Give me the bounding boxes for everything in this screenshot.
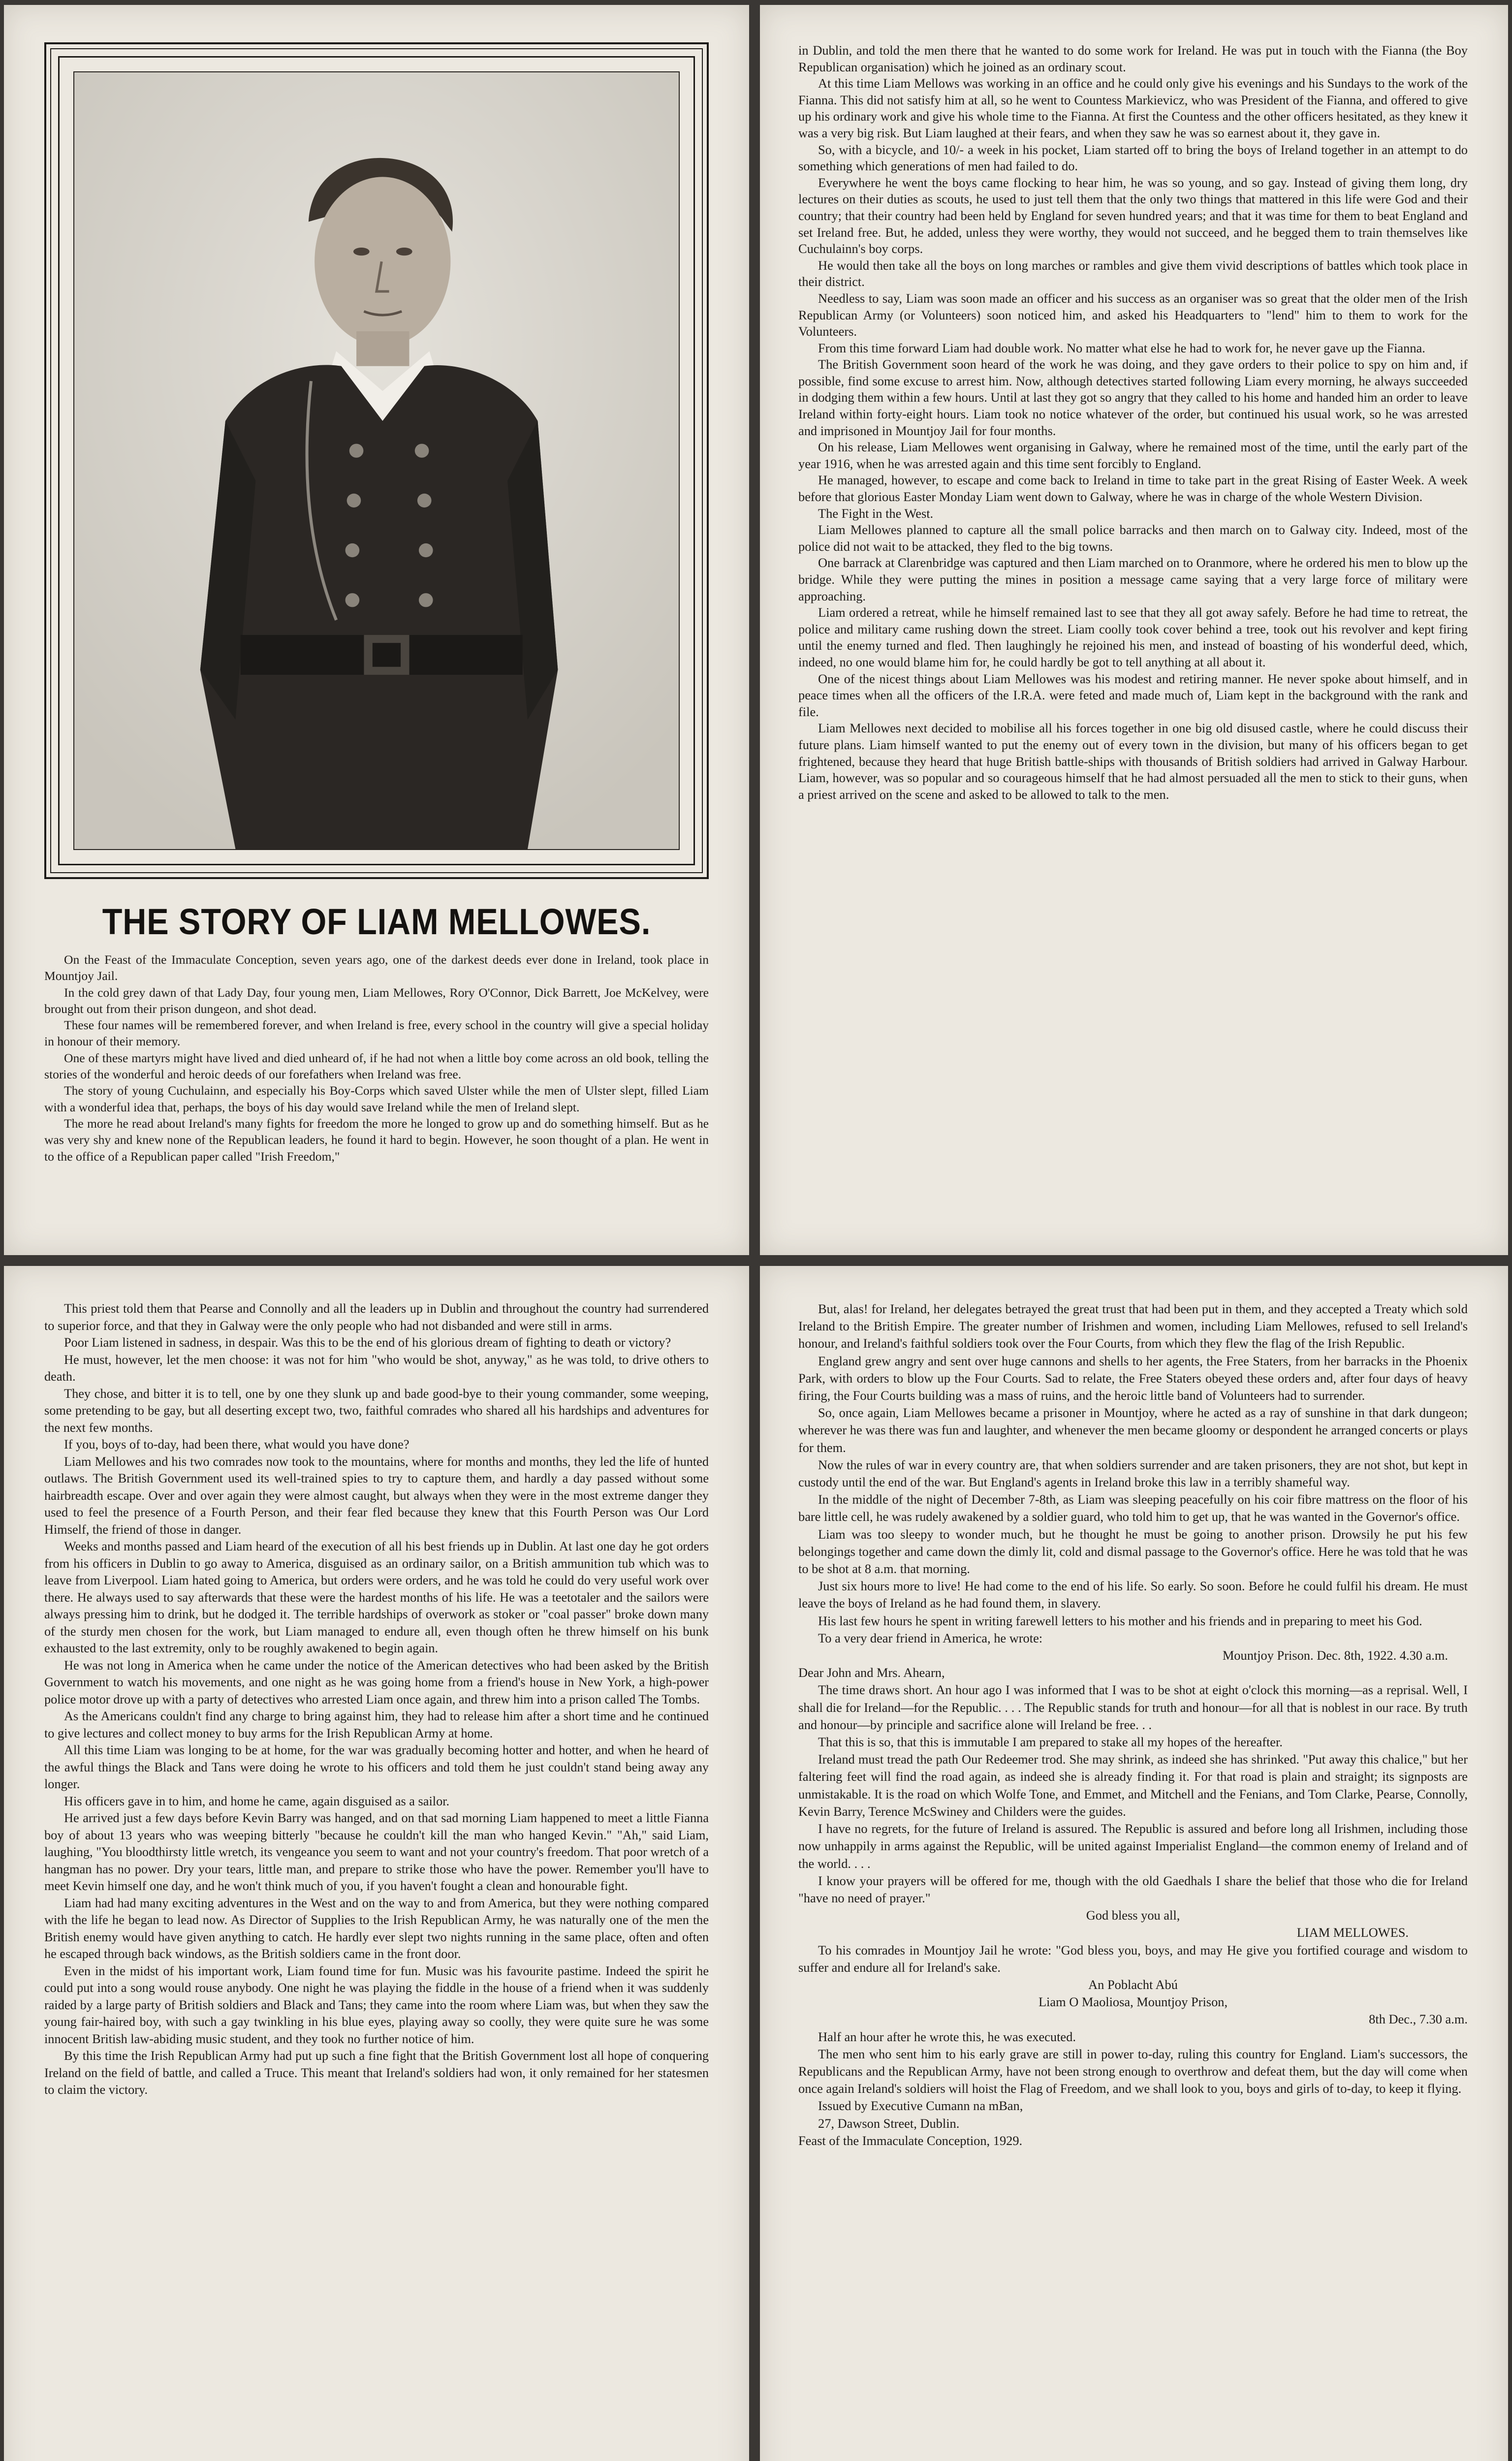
paragraph: From this time forward Liam had double work. No matter what else he had to work for, he never gave up the Fianna. <box>818 340 1425 355</box>
paragraph: He must, however, let the men choose: it was not for him "who would be shot, anyway," as he was told, to drive others to death. <box>44 1352 709 1384</box>
irish-closing: An Poblacht Abú <box>1088 1977 1178 1992</box>
paragraph: As the Americans couldn't find any charge to bring against him, they had to release him after a short time and he continued to give lectures and collect money to buy arms for the Irish Republican Army at home. <box>44 1709 709 1740</box>
paragraph: They chose, and bitter it is to tell, one by one they slunk up and bade good-bye to their young commander, some weeping, some pretending to be gay, but all deserting except two, two, faithful comrades who shared all his hardships and adventures for the next few months. <box>44 1386 709 1435</box>
paragraph: If you, boys of to-day, had been there, what would you have done? <box>64 1437 410 1451</box>
portrait-frame <box>44 42 709 879</box>
paragraph: Poor Liam listened in sadness, in despair. Was this to be the end of his glorious dream of fighting to death or victory? <box>64 1335 671 1350</box>
irish-signature: Liam O Maoliosa, Mountjoy Prison, <box>1038 1994 1228 2010</box>
section-heading: The Fight in the West. <box>818 505 934 521</box>
paragraph: Liam Mellowes and his two comrades now took to the mountains, where for months and months, they led the life of hunted outlaws. The British Government used its well-trained spies to try to capture them, and hardly a day passed without some hairbreadth escape. Over and over again they were almost caught, but always when they were in the most extreme danger they used to feel the presence of a Fourth Person, and their fear fled because they knew that this Fourth Person was Our Lord Himself, the friend of those in danger. <box>44 1454 709 1537</box>
paragraph: Needless to say, Liam was soon made an officer and his success as an organiser was so great that the older men of the Irish Republican Army (or Volunteers) soon noticed him, and asked his Headquarters to "lend" him to them to work for the Volunteers. <box>798 290 1468 339</box>
paragraph: The more he read about Ireland's many fights for freedom the more he longed to grow up and do something himself. But as he was very shy and knew none of the Republican leaders, he found it hard to begin. However, he soon thought of a plan. He went in to the office of a Republican paper called "Irish Freedom," <box>44 1116 709 1164</box>
paragraph: Just six hours more to live! He had come to the end of his life. So early. So soon. Before he could fulfil his dream. He must leave the boys of Ireland as he had found them, in slavery. <box>798 1578 1468 1611</box>
paragraph: The men who sent him to his early grave are still in power to-day, ruling this country for England. Liam's successors, the Republicans and the Republican Army, have not been strong enough to overthrow and defeat them, but the day will come when once again Ireland's soldiers will hoist the Flag of Freedom, and we shall look to you, boys and girls of to-day, to keep it flying. <box>798 2046 1468 2096</box>
paragraph: Half an hour after he wrote this, he was executed. <box>818 2029 1076 2044</box>
paragraph: But, alas! for Ireland, her delegates betrayed the great trust that had been put in them, and they accepted a Treaty which sold Ireland to the British Empire. The greater number of Irishmen and women, including Liam Mellowes, refused to sell Ireland's honour, and Ireland's faithful soldiers took over the Four Courts, from which they flew the flag of the Irish Republic. <box>798 1301 1468 1351</box>
paragraph: Liam had had many exciting adventures in the West and on the way to and from America, but they were nothing compared with the life he began to lead now. As Director of Supplies to the Irish Republican Army, he was naturally one of the men the British enemy would have given anything to catch. He hardly ever slept two nights running in the same place, often and often he escaped through back windows, as the British soldiers came in the front door. <box>44 1895 709 1961</box>
letter-heading: Mountjoy Prison. Dec. 8th, 1922. 4.30 a.m. <box>1222 1648 1448 1663</box>
paragraph: These four names will be remembered forever, and when Ireland is free, every school in the country will give a special holiday in honour of their memory. <box>44 1018 709 1049</box>
portrait-illustration <box>74 72 679 849</box>
paragraph: On the Feast of the Immaculate Conception, seven years ago, one of the darkest deeds ever done in Ireland, took place in Mountjoy Jail. <box>44 952 709 983</box>
paragraph: Now the rules of war in every country are, that when soldiers surrender and are taken prisoners, they are not shot, but kept in custody until the end of the war. But England's agents in Ireland broke this law in a terribly shameful way. <box>798 1457 1468 1490</box>
paragraph: Even in the midst of his important work, Liam found time for fun. Music was his favourite pastime. Indeed the spirit he could put into a song would rouse anybody. One night he was playing the fiddle in the house of a friend when it was suddenly raided by a large party of British soldiers and Black and Tans; they came into the room where Liam was, but when they saw the young fair-haired boy, with such a gay twinkling in his blue eyes, playing away so coolly, they were quite sure he was some innocent British law-abiding music student, and they took no further notice of him. <box>44 1963 709 2046</box>
paragraph: So, once again, Liam Mellowes became a prisoner in Mountjoy, where he acted as a ray of sunshine in that dark dungeon; wherever he was there was fun and laughter, and whenever the men became gloomy or despondent he arranged concerts or plays for them. <box>798 1405 1468 1455</box>
paragraph: He arrived just a few days before Kevin Barry was hanged, and on that sad morning Liam happened to meet a little Fianna boy of about 13 years who was weeping bitterly "because he couldn't kill the man who hanged Kevin." "Ah," said Liam, laughing, "You bloodthirsty little wretch, its vengeance you seem to want and not your country's freedom. That poor wretch of a hangman has no power. Dry your tears, little man, and prepare to strike those who have the power. Remember you'll have to meet Kevin himself one day, and he won't think much of you, if you haven't fought a clean and honourable fight. <box>44 1811 709 1893</box>
page-3 <box>4 1266 749 2461</box>
paragraph: This priest told them that Pearse and Connolly and all the leaders up in Dublin and throughout the country had surrendered to superior force, and that they in Galway were the only people who had not disbanded and were still in arms. <box>44 1301 709 1333</box>
page-2-text <box>798 42 1468 803</box>
paragraph: in Dublin, and told the men there that he wanted to do some work for Ireland. He was put in touch with the Fianna (the Boy Republican organisation) which he joined as an ordinary scout. <box>798 43 1468 74</box>
letter-closing: God bless you all, <box>1086 1908 1180 1923</box>
irish-date: 8th Dec., 7.30 a.m. <box>1369 2012 1468 2027</box>
paragraph: Everywhere he went the boys came flocking to hear him, he was so young, and so gay. Instead of giving them long, dry lectures on their duties as scouts, he used to just tell them that the only two things that mattered in this life were God and their country; that their country had been held by England for seven hundred years; and that it was time for them to beat England and set Ireland free. But, he added, unless they were worthy, they would not succeed, and he begged them to train themselves like Cuchulainn's boy corps. <box>798 175 1468 256</box>
paragraph: In the cold grey dawn of that Lady Day, four young men, Liam Mellowes, Rory O'Connor, Dick Barrett, Joe McKelvey, were brought out from their prison dungeon, and shot dead. <box>44 985 709 1016</box>
paragraph: England grew angry and sent over huge cannons and shells to her agents, the Free Staters, from her barracks in the Phoenix Park, with orders to blow up the Four Courts. Sad to relate, the Free Staters obeyed these orders and, after four days of heavy firing, the Four Courts building was a mass of ruins, and the heroic little band of Volunteers had to surrender. <box>798 1353 1468 1403</box>
paragraph: One of these martyrs might have lived and died unheard of, if he had not when a little boy come across an old book, telling the stories of the wonderful and heroic deeds of our forefathers when Ireland was free. <box>44 1050 709 1082</box>
letter-paragraph: That this is so, that this is immutable I am prepared to stake all my hopes of the hereafter. <box>818 1735 1283 1750</box>
paragraph: Liam Mellowes next decided to mobilise all his forces together in one big old disused castle, where he could discuss their future plans. Liam himself wanted to put the enemy out of every town in the division, but many of his officers began to get frightened, because they heard that huge British battle-ships with thousands of British soldiers had arrived in Galway Harbour. Liam, however, was so popular and so courageous himself that he had almost persuaded all the men to stick to their guns, when a priest arrived on the scene and asked to be allowed to talk to the men. <box>798 721 1468 802</box>
paragraph: Liam was too sleepy to wonder much, but he thought he must be going to another prison. Drowsily he put his few belongings together and came down the dimly lit, cold and dismal passage to the Governor's office. Here he was told that he was to be shot at 8 a.m. that morning. <box>798 1526 1468 1577</box>
letter-paragraph: I know your prayers will be offered for me, though with the old Gaedhals I share the belief that those who die for Ireland "have no need of prayer." <box>798 1873 1468 1905</box>
paragraph: The story of young Cuchulainn, and especially his Boy-Corps which saved Ulster while the men of Ulster slept, filled Liam with a wonderful idea that, perhaps, the boys of his day would save Ireland while the men of Ireland slept. <box>44 1083 709 1114</box>
paragraph: To a very dear friend in America, he wrote: <box>818 1630 1043 1645</box>
issued-by: Issued by Executive Cumann na mBan, <box>818 2098 1023 2114</box>
page-2 <box>760 5 1508 1255</box>
paragraph: In the middle of the night of December 7-8th, as Liam was sleeping peacefully on his coir fibre mattress on the floor of his bare little cell, he was rudely awakened by a soldier guard, who told him to get up, that he was wanted in the Governor's office. <box>798 1492 1468 1524</box>
letter-body <box>798 1681 1468 1907</box>
paragraph: On his release, Liam Mellowes went organising in Galway, where he remained most of the time, until the early part of the year 1916, when he was arrested again and this time sent forcibly to England. <box>798 440 1468 471</box>
paragraph: At this time Liam Mellows was working in an office and he could only give his evenings and his Sundays to the work of the Fianna. This did not satisfy him at all, so he went to Countess Markievicz, who was President of the Fianna, and offered to give up his ordinary work and give his whole time to the Fianna. At first the Countess and the other officers hesitated, as they knew it was a very big risk. But Liam laughed at their fears, and when they saw he was so earnest about it, they gave in. <box>798 76 1468 140</box>
paragraph: So, with a bicycle, and 10/- a week in his pocket, Liam started off to bring the boys of Ireland together in an attempt to do something which generations of men had failed to do. <box>798 142 1468 174</box>
letter-signature: LIAM MELLOWES. <box>1296 1925 1409 1940</box>
address: 27, Dawson Street, Dublin. <box>818 2115 960 2131</box>
page-3-text <box>44 1300 709 2099</box>
letter-paragraph: I have no regrets, for the future of Ireland is assured. The Republic is assured and before long all Irishmen, including those now unhappily in arms against the Republic, will be united against Imperialist England—the common enemy of Ireland and of the world. . . . <box>798 1821 1468 1871</box>
letter-paragraph: Ireland must tread the path Our Redeemer trod. She may shrink, as indeed she has shrinked. "Put away this chalice," but her faltering feet will find the road again, as indeed she is already finding it. For that road is plain and straight; its signposts are unmistakable. It is the road on which Wolfe Tone, and Emmet, and Mitchell and the Fenians, and Tom Clarke, Pearse, Connolly, Kevin Barry, Terence McSwiney and Childers were the guides. <box>798 1752 1468 1819</box>
page-4 <box>760 1266 1508 2461</box>
paragraph: By this time the Irish Republican Army had put up such a fine fight that the British Government lost all hope of conquering Ireland on the field of battle, and called a Truce. This meant that Ireland's soldiers had won, it only remained for her statesmen to claim the victory. <box>44 2049 709 2097</box>
page-1 <box>4 5 749 1255</box>
paragraph: Weeks and months passed and Liam heard of the execution of all his best friends up in Dublin. At last one day he got orders from his officers in Dublin to go away to America, disguised as an ordinary sailor, on a British ammunition tub which was to leave from Liverpool. Liam hated going to America, but orders were orders, and he was told he could do very useful work over there. He always used to say afterwards that these were the hardest months of his life. He was a teetotaler and the sailors were always pressing him to drink, but he dodged it. The terrible hardships of overwork as stoker or "coal passer" broke down many of the sturdy men chosen for the work, but Liam managed to endure all, even though often he threw himself on his bunk exhausted to the last extremity, only to be roughly awakened to begin again. <box>44 1539 709 1655</box>
paragraph: His last few hours he spent in writing farewell letters to his mother and his friends and in preparing to meet his God. <box>818 1613 1422 1628</box>
comrades-text: To his comrades in Mountjoy Jail he wrote: "God bless you, boys, and may He give you fortified courage and wisdom to suffer and endure all for Ireland's sake. <box>798 1942 1468 1975</box>
page-title: THE STORY OF LIAM MELLOWES. <box>102 901 651 942</box>
paragraph: His officers gave in to him, and home he came, again disguised as a sailor. <box>64 1794 450 1808</box>
paragraph: All this time Liam was longing to be at home, for the war was gradually becoming hotter and hotter, and when he heard of the awful things the Black and Tans were doing he wrote to his officers and told them he just couldn't stand being away any longer. <box>44 1743 709 1791</box>
letter-salutation: Dear John and Mrs. Ahearn, <box>798 1665 945 1680</box>
paragraph: He would then take all the boys on long marches or rambles and give them vivid descriptions of battles which took place in their district. <box>798 257 1468 289</box>
page-4-text <box>798 1300 1468 2149</box>
page-1-text <box>44 951 709 1165</box>
paragraph: He was not long in America when he came under the notice of the American detectives who had been asked by the British Government to watch his movements, and one night as he was going home from a friend's house in New York, a high-power police motor drove up with a party of detectives who arrested Liam once again, and threw him into a prison called The Tombs. <box>44 1658 709 1706</box>
paragraph: One barrack at Clarenbridge was captured and then Liam marched on to Oranmore, where he ordered his men to blow up the bridge. While they were putting the mines in position a message came saying that a very large force of military were approaching. <box>798 555 1468 603</box>
paragraph: The British Government soon heard of the work he was doing, and they gave orders to their police to spy on him and, if possible, find some excuse to arrest him. Now, although detectives started following Liam every morning, he always succeeded in dodging them within a few hours. Until at last they got so angry that they called to his home and handed him an order to leave Ireland within forty-eight hours. Liam took no notice whatever of the order, but continued his usual work, so he was arrested and imprisoned in Mountjoy Jail for four months. <box>798 357 1468 438</box>
paragraph: Liam ordered a retreat, while he himself remained last to see that they all got away safely. Before he had time to retreat, the police and military came rushing down the street. Liam coolly took cover behind a tree, took out his revolver and kept firing until the enemy turned and fled. Then laughingly he rejoined his men, and instead of boasting of his wonderful deed, which, indeed, no one would blame him for, he could hardly be got to tell anything at all about it. <box>798 605 1468 669</box>
paragraph: Liam Mellowes planned to capture all the small police barracks and then march on to Galway city. Indeed, most of the police did not wait to be attacked, they fled to the big towns. <box>798 522 1468 554</box>
portrait-photo <box>73 71 680 850</box>
paragraph: He managed, however, to escape and come back to Ireland in time to take part in the great Rising of Easter Week. A week before that glorious Easter Monday Liam went down to Galway, where he was in charge of the whole Western Division. <box>798 473 1468 505</box>
footer-date: Feast of the Immaculate Conception, 1929. <box>798 2133 1023 2148</box>
letter-paragraph: The time draws short. An hour ago I was informed that I was to be shot at eight o'clock this morning—as a reprisal. Well, I shall die for Ireland—for the Republic. . . . The Republic stands for truth and honour—for all that is noblest in our race. By truth and honour—by principle and sacrifice alone will Ireland be free. . . <box>798 1682 1468 1732</box>
paragraph: One of the nicest things about Liam Mellowes was his modest and retiring manner. He never spoke about himself, and in peace times when all the officers of the I.R.A. were feted and made much of, Liam kept in the background with the rank and file. <box>798 671 1468 719</box>
